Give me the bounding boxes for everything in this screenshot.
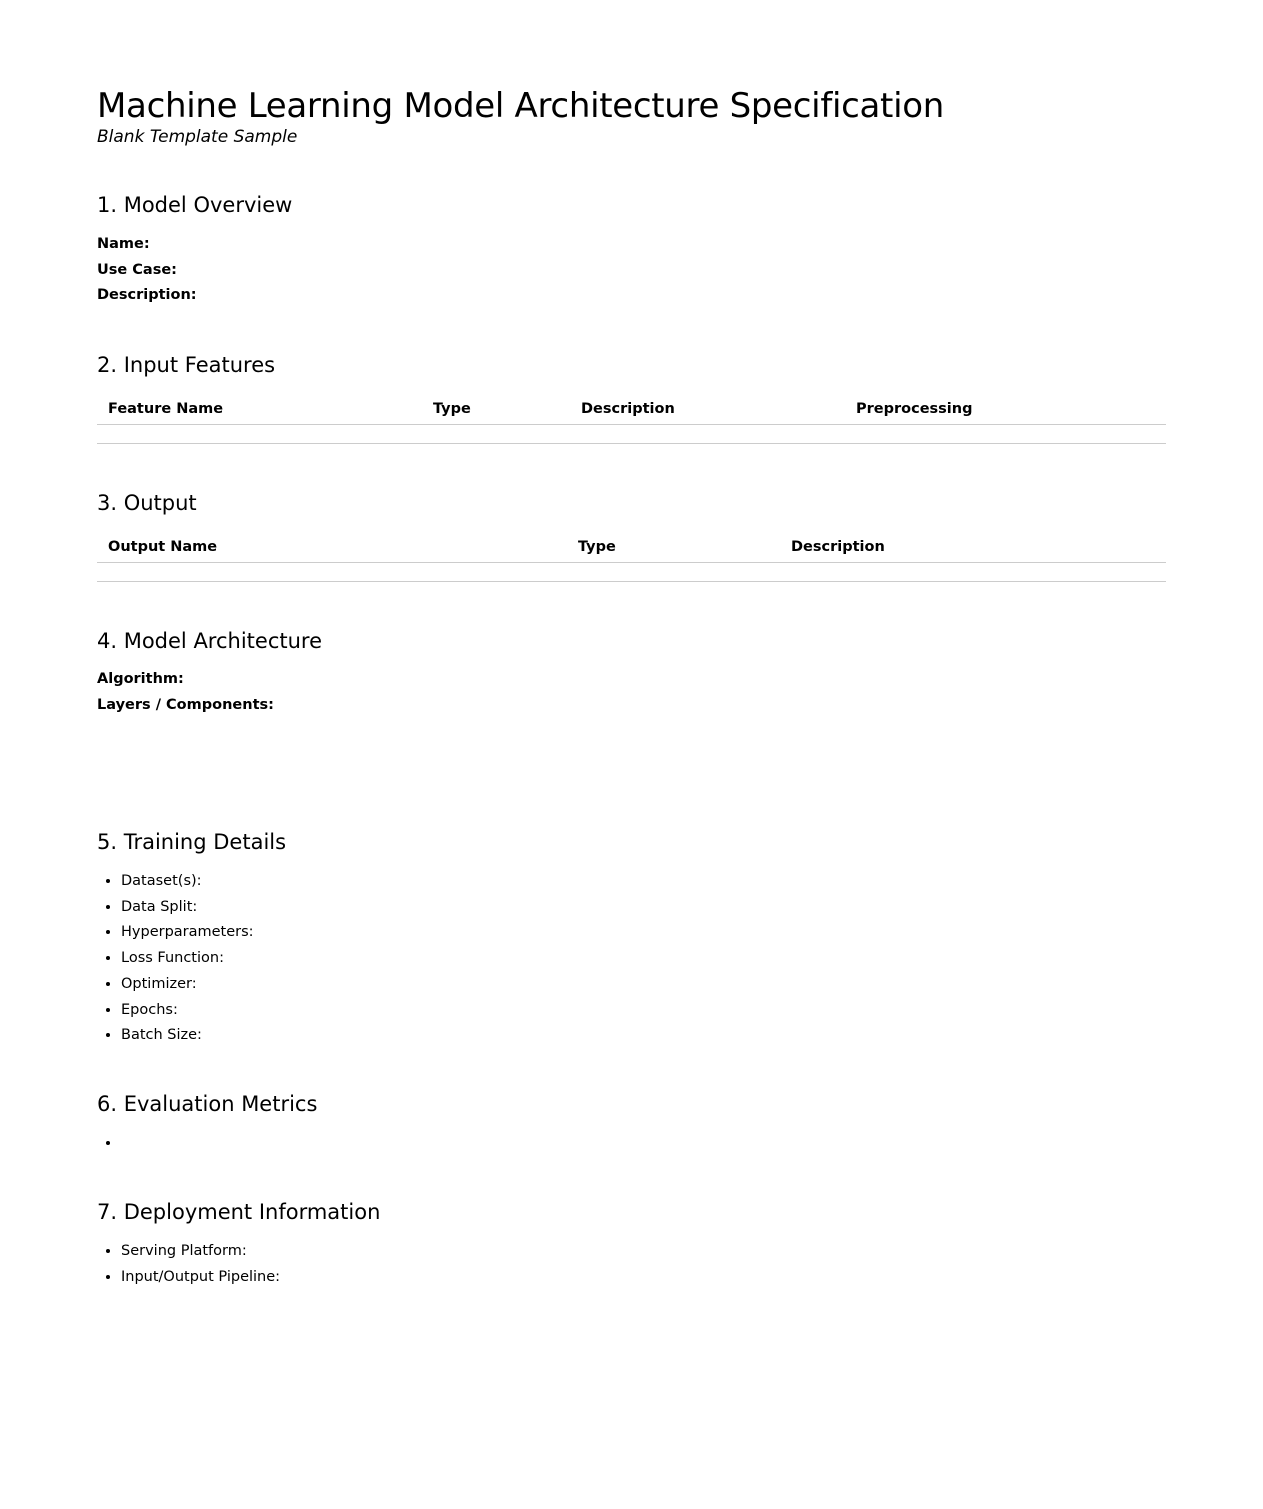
section-heading: 1. Model Overview <box>97 193 293 217</box>
list-item-batch-size: • Batch Size: <box>121 1023 1166 1049</box>
list-item-clipped <box>121 1290 1166 1300</box>
document-page <box>97 82 1166 1300</box>
table-row-empty <box>97 563 1166 582</box>
column-header-feature-name: Feature Name <box>97 391 422 425</box>
document-subtitle: Blank Template Sample <box>97 127 298 147</box>
section-model-architecture <box>97 626 1166 718</box>
section-model-overview <box>97 190 1166 309</box>
output-table <box>97 529 1166 582</box>
list-item-datasets: • Dataset(s): <box>121 869 1166 895</box>
deployment-info-list <box>97 1239 1166 1300</box>
section-output <box>97 488 1166 582</box>
section-evaluation-metrics <box>97 1089 1166 1157</box>
section-heading: 7. Deployment Information <box>97 1200 381 1224</box>
list-item-loss-function: • Loss Function: <box>121 946 1166 972</box>
input-features-table <box>97 391 1166 444</box>
section-heading: 2. Input Features <box>97 353 276 377</box>
section-heading: 3. Output <box>97 491 197 515</box>
training-details-list <box>97 869 1166 1049</box>
table-row-empty <box>97 425 1166 444</box>
field-layers-components-label: Layers / Components: <box>97 696 274 713</box>
column-header-output-name: Output Name <box>97 529 567 563</box>
list-item-hyperparameters: • Hyperparameters: <box>121 920 1166 946</box>
list-item-io-pipeline: • Input/Output Pipeline: <box>121 1265 1166 1291</box>
field-name-label: Name: <box>97 236 150 252</box>
section-heading: 4. Model Architecture <box>97 629 323 653</box>
document-header <box>97 82 1166 148</box>
column-header-description: Description <box>570 391 845 425</box>
list-item-epochs: • Epochs: <box>121 998 1166 1024</box>
list-item-serving-platform: • Serving Platform: <box>121 1239 1166 1265</box>
column-header-description: Description <box>780 529 1166 563</box>
column-header-type: Type <box>567 529 780 563</box>
field-description-label: Description: <box>97 287 197 303</box>
section-heading: 5. Training Details <box>97 830 287 854</box>
column-header-type: Type <box>422 391 570 425</box>
section-input-features <box>97 350 1166 444</box>
column-header-preprocessing: Preprocessing <box>845 391 1166 425</box>
section-heading: 6. Evaluation Metrics <box>97 1092 318 1116</box>
table-header-row <box>97 391 1166 425</box>
list-item-empty <box>121 1131 1166 1157</box>
field-algorithm-label: Algorithm: <box>97 671 184 687</box>
field-use-case-label: Use Case: <box>97 261 177 278</box>
evaluation-metrics-list <box>97 1131 1166 1157</box>
table-header-row <box>97 529 1166 563</box>
document-title: Machine Learning Model Architecture Specification <box>97 86 944 126</box>
list-item-optimizer: • Optimizer: <box>121 972 1166 998</box>
list-item-data-split: • Data Split: <box>121 895 1166 921</box>
section-training-details <box>97 827 1166 1049</box>
section-deployment-information <box>97 1197 1166 1300</box>
